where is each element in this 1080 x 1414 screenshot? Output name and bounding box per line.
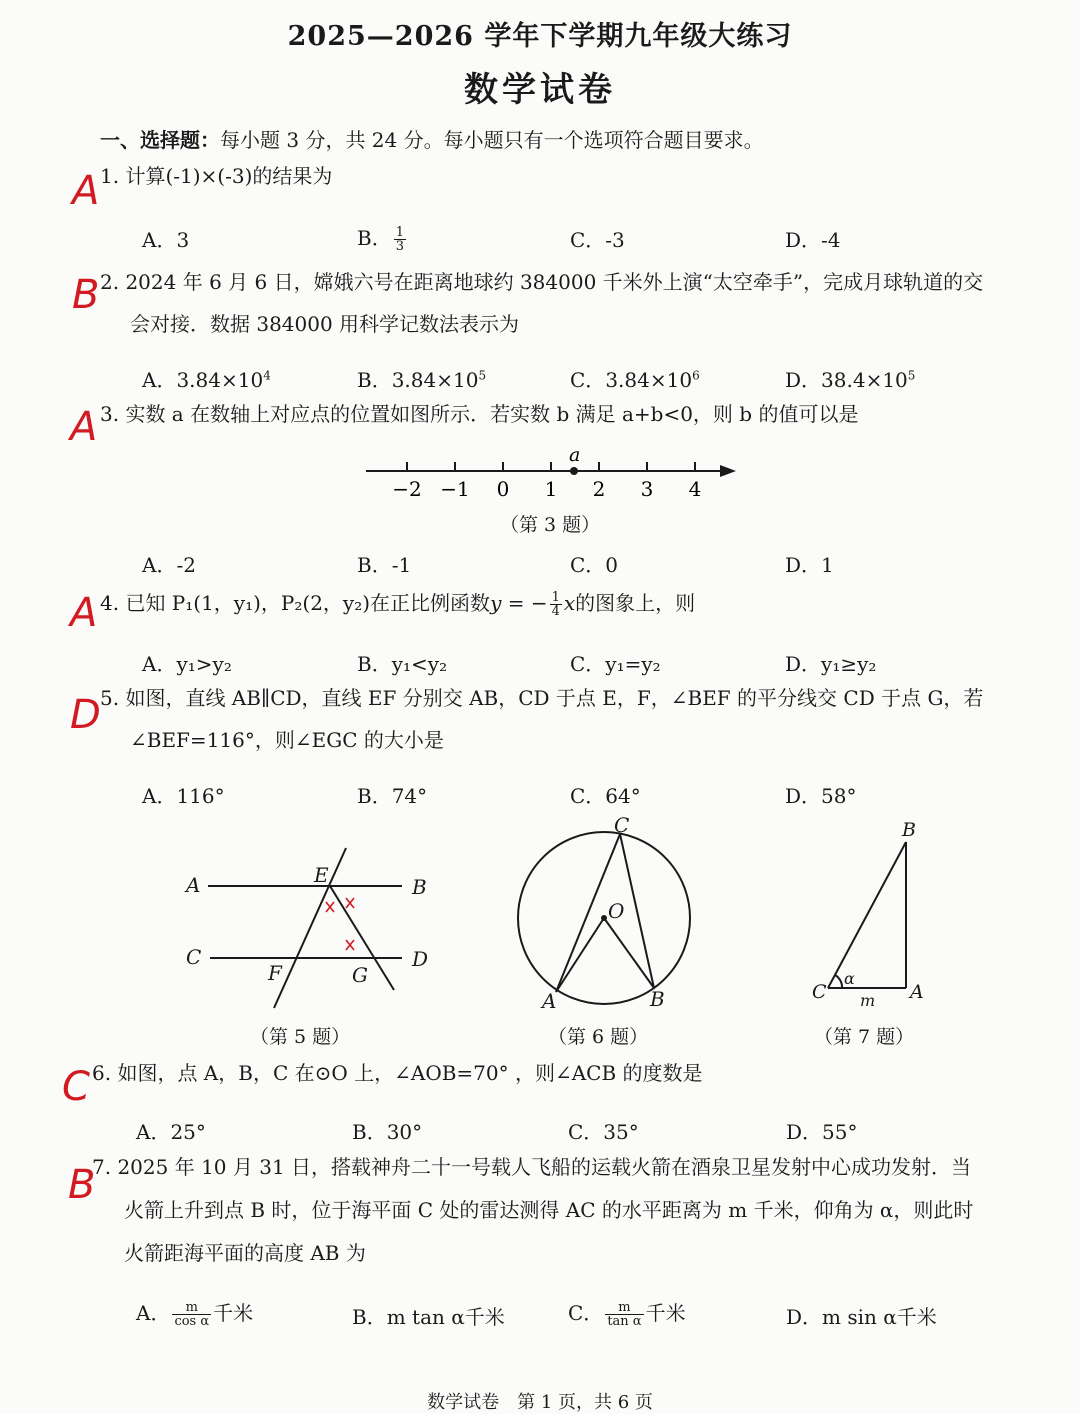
- q6-option-b[interactable]: B．30°: [352, 1120, 423, 1144]
- q4-stem-b: 的图象上，则: [575, 591, 696, 615]
- q7-option-d[interactable]: D．m sin α千米: [786, 1305, 937, 1329]
- axis-arrow: [720, 465, 736, 477]
- q5-option-d[interactable]: D．58°: [785, 784, 857, 808]
- line-ef: [274, 848, 346, 1008]
- q5-option-c[interactable]: C．64°: [570, 784, 641, 808]
- figure-7-caption: （第 7 题）: [814, 1026, 915, 1048]
- q4-number: 4.: [100, 591, 120, 615]
- q4-option-b[interactable]: B．y₁<y₂: [357, 652, 448, 676]
- q7-number: 7.: [92, 1155, 112, 1179]
- red-angle-marks: [326, 898, 354, 950]
- tick-label: −1: [440, 477, 470, 501]
- q6-stem: 如图，点 A，B，C 在⊙O 上，∠AOB=70° ，则∠ACB 的度数是: [117, 1061, 703, 1085]
- q3-number: 3.: [100, 402, 120, 426]
- number-line-figure: [360, 440, 750, 510]
- fraction: $\frac{m}{\text{tan α}}$: [607, 1300, 642, 1329]
- angle-arc: [835, 975, 842, 988]
- q5-line1: 如图，直线 AB∥CD，直线 EF 分别交 AB，CD 于点 E，F，∠BEF 的平分线交 CD 于点 G，若: [125, 686, 984, 710]
- q3-option-b[interactable]: B．-1: [357, 553, 412, 577]
- q7-line3: 火箭距海平面的高度 AB 为: [124, 1241, 366, 1265]
- q6-option-d[interactable]: D．55°: [786, 1120, 858, 1144]
- q1-option-a[interactable]: A．3: [142, 228, 190, 252]
- tick-label: 3: [640, 477, 654, 501]
- q5-number: 5.: [100, 686, 120, 710]
- q4-option-a[interactable]: A．y₁>y₂: [142, 652, 232, 676]
- question-2: [100, 269, 983, 295]
- section-text: 每小题 3 分，共 24 分。每小题只有一个选项符合题目要求。: [220, 128, 764, 152]
- q7-option-c[interactable]: C． $\frac{m}{\text{tan α}}$ 千米: [568, 1300, 686, 1329]
- handwritten-answer-5: D: [70, 692, 101, 738]
- question-5: [100, 685, 983, 711]
- q6-number: 6.: [92, 1061, 112, 1085]
- q4-option-c[interactable]: C．y₁=y₂: [570, 652, 661, 676]
- q4-formula-lhs: y = −: [490, 591, 548, 615]
- q3-stem: 实数 a 在数轴上对应点的位置如图所示．若实数 b 满足 a+b<0，则 b 的值可以是: [125, 402, 859, 426]
- handwritten-answer-3: A: [70, 404, 98, 450]
- q2-number: 2.: [100, 270, 120, 294]
- q7-line1: 2025 年 10 月 31 日，搭载神舟二十一号载人飞船的运载火箭在酒泉卫星发射中心成功发射．当: [117, 1155, 972, 1179]
- tick-label: 4: [688, 477, 702, 501]
- q3-option-d[interactable]: D．1: [785, 553, 834, 577]
- label-o: O: [608, 899, 625, 923]
- q2-line1: 2024 年 6 月 6 日，嫦娥六号在距离地球约 384000 千米外上演“太空牵手”，完成月球轨道的交: [125, 270, 984, 294]
- label-b: B: [412, 875, 427, 899]
- q2-option-b[interactable]: B．$3.84\times 10^5$: [357, 368, 487, 392]
- q1-number: 1.: [100, 164, 120, 188]
- question-6: [92, 1060, 703, 1086]
- q7-option-a[interactable]: A． $\frac{m}{\text{cos α}}$ 千米: [136, 1300, 254, 1329]
- point-a: [570, 467, 578, 475]
- figure-6-caption: （第 6 题）: [548, 1026, 649, 1048]
- label-d: D: [412, 947, 429, 971]
- point-a-label: a: [569, 444, 581, 466]
- question-7: [92, 1154, 971, 1180]
- question-1: [100, 163, 332, 189]
- q4-option-d[interactable]: D．y₁≥y₂: [785, 652, 877, 676]
- handwritten-answer-7: B: [68, 1162, 96, 1208]
- handwritten-answer-6: C: [62, 1064, 90, 1110]
- q6-option-a[interactable]: A．25°: [136, 1120, 206, 1144]
- handwritten-answer-1: A: [72, 168, 100, 214]
- q4-formula-rhs: x: [563, 591, 576, 615]
- section-heading: [100, 124, 764, 153]
- number-line-ticks: [407, 462, 695, 471]
- label-a: A: [910, 981, 924, 1003]
- q5-line2: ∠BEF=116°，则∠EGC 的大小是: [130, 728, 444, 752]
- fraction: $\frac{m}{\text{cos α}}$: [174, 1300, 210, 1329]
- radius-oa: [556, 918, 604, 992]
- label-c: C: [614, 813, 630, 837]
- q5-option-a[interactable]: A．116°: [142, 784, 225, 808]
- tick-label: 2: [592, 477, 606, 501]
- subject-title: 数学试卷: [464, 70, 616, 110]
- side-cb: [828, 842, 906, 988]
- question-4: [100, 590, 695, 618]
- q1-option-b[interactable]: B． $\frac{1}{3}$: [357, 225, 404, 254]
- q1-option-d[interactable]: D．-4: [785, 228, 841, 252]
- exam-title: 2025—2026 学年下学期九年级大练习: [287, 21, 793, 52]
- q2-option-d[interactable]: D．$38.4\times 10^5$: [785, 368, 916, 392]
- figure-7: [806, 818, 926, 1018]
- q4-stem-a: 已知 P₁(1，y₁)，P₂(2，y₂)在正比例函数: [125, 591, 491, 615]
- tick-label: 0: [496, 477, 510, 501]
- q2-line2: 会对接．数据 384000 用科学记数法表示为: [130, 312, 520, 336]
- label-c: C: [186, 945, 202, 969]
- center-point: [601, 915, 607, 921]
- label-alpha: α: [844, 969, 855, 988]
- q7-line2: 火箭上升到点 B 时，位于海平面 C 处的雷达测得 AC 的水平距离为 m 千米，仰角为 α，则此时: [124, 1198, 974, 1222]
- q2-option-a[interactable]: A．$3.84\times 10^4$: [142, 368, 271, 392]
- label-b: B: [650, 987, 665, 1011]
- figure-5: [180, 840, 440, 1020]
- q7-option-b[interactable]: B．m tan α千米: [352, 1305, 505, 1329]
- tick-label: 1: [544, 477, 558, 501]
- label-b: B: [902, 819, 916, 841]
- q5-option-b[interactable]: B．74°: [357, 784, 428, 808]
- label-f: F: [268, 961, 282, 985]
- q1-option-c[interactable]: C．-3: [570, 228, 625, 252]
- handwritten-answer-2: B: [72, 272, 100, 318]
- q3-option-a[interactable]: A．-2: [142, 553, 196, 577]
- label-c: C: [812, 981, 827, 1003]
- label-a: A: [186, 873, 201, 897]
- tick-label: −2: [392, 477, 422, 501]
- question-3: [100, 401, 858, 427]
- label-a: A: [542, 989, 557, 1013]
- label-e: E: [314, 863, 329, 887]
- fraction: $\frac{1}{4}$: [551, 590, 560, 619]
- q3-caption: （第 3 题）: [500, 514, 601, 536]
- label-g: G: [352, 963, 368, 987]
- page-footer: 数学试卷 第 1 页，共 6 页: [427, 1392, 653, 1413]
- handwritten-answer-4: A: [70, 590, 98, 636]
- q6-option-c[interactable]: C．35°: [568, 1120, 639, 1144]
- figure-6: [510, 812, 700, 1022]
- q3-option-c[interactable]: C．0: [570, 553, 619, 577]
- label-m: m: [860, 991, 876, 1010]
- figure-5-caption: （第 5 题）: [250, 1026, 351, 1048]
- q2-option-c[interactable]: C．$3.84\times 10^6$: [570, 368, 700, 392]
- fraction: $\frac{1}{3}$: [395, 225, 404, 254]
- section-label: 一、选择题：: [100, 128, 220, 152]
- q1-stem: 计算(-1)×(-3)的结果为: [125, 164, 333, 188]
